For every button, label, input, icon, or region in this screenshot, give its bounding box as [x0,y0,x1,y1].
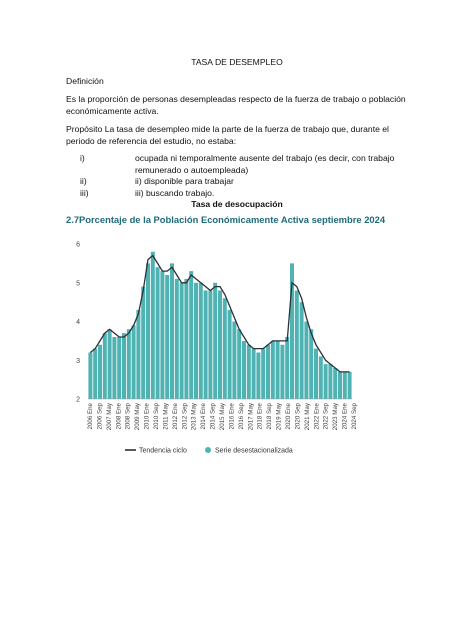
data-bar [276,341,280,399]
x-tick-label: 2012 Sep [181,403,189,430]
y-tick-label: 6 [76,241,80,249]
data-bar [194,283,198,399]
list-item-number: ii) [80,176,87,186]
x-tick-label: 2016 Ene [228,403,236,430]
x-tick-label: 2024 Sep [351,403,358,430]
data-bar [165,275,169,399]
x-tick-label: 2023 May [332,403,340,431]
y-tick-label: 5 [76,280,80,288]
data-bar [271,341,275,399]
x-tick-label: 2011 May [162,403,170,430]
x-tick-label: 2016 Sep [237,403,245,430]
x-tick-label: 2010 Ene [143,403,151,430]
y-tick-label: 2 [76,396,80,404]
x-tick-label: 2014 Sep [209,403,217,430]
chart-heading: Tasa de desocupación [191,199,283,209]
x-tick-label: 2017 May [247,403,255,431]
data-bar [132,325,136,399]
data-bar [141,287,145,399]
data-bar [285,337,289,399]
x-tick-label: 2022 Sep [322,403,330,430]
list-item-number: iii) [80,188,89,198]
data-bar [261,349,265,399]
x-tick-label: 2018 Sep [266,403,274,430]
data-bar [170,263,174,399]
data-bar [208,291,212,400]
data-bar [156,267,160,399]
chart-title: 2.7Porcentaje de la Población Económicamente Activa septiembre 2024 [66,214,386,225]
x-tick-label: 2022 Ene [313,403,321,430]
x-tick-label: 2008 Ene [115,403,123,430]
data-bar [204,291,208,400]
data-bar [256,353,260,400]
x-tick-label: 2009 May [134,403,142,431]
x-tick-label: 2014 Ene [200,403,208,430]
data-bar [108,329,112,399]
list-item-text: ii) disponible para trabajar [135,176,234,186]
x-tick-label: 2021 May [303,403,311,431]
x-tick-label: 2008 Sep [124,403,132,430]
data-bar [295,291,299,400]
purpose-text: Propósito La tasa de desempleo mide la parte de la fuerza de trabajo que, durante el periodo de referencia del estudio, no estaba: [66,124,389,146]
data-bar [146,263,150,399]
data-bar [309,329,313,399]
legend-label: Serie desestacionalizada [215,447,293,455]
data-bar [247,345,251,399]
data-bar [184,279,188,399]
data-bar [338,372,342,399]
data-bar [213,283,217,399]
data-bar [328,364,332,399]
data-bar [98,345,102,399]
data-bar [333,368,337,399]
data-bar [228,310,232,399]
data-bar [175,279,179,399]
x-tick-label: 2012 Ene [171,403,179,430]
x-tick-label: 2013 May [190,403,198,431]
data-bar [160,271,164,399]
data-bar [232,322,236,400]
list-item-text: iii) buscando trabajo. [135,188,215,198]
data-bar [127,329,131,399]
definition-text: Es la proporción de personas desempleadas respecto de la fuerza de trabajo o población económicamente activa. [66,94,406,116]
y-tick-label: 4 [76,319,80,326]
data-bar [348,372,352,399]
x-tick-label: 2020 Sep [294,403,302,430]
list-item-text: ocupada ni temporalmente ausente del trabajo (es decir, con trabajo remunerado o autoempleada) [135,153,395,175]
data-bar [242,341,246,399]
data-bar [300,302,304,399]
definition-heading: Definición [66,76,104,86]
x-tick-label: 2006 Ene [87,403,94,430]
x-tick-label: 2007 May [105,403,113,431]
x-tick-label: 2019 May [275,403,283,431]
legend-dot-swatch [205,447,211,453]
data-bar [252,349,256,399]
data-bar [136,310,140,399]
data-bar [88,353,92,400]
data-bar [93,349,97,399]
x-tick-label: 2010 Sep [153,403,160,430]
x-tick-label: 2018 Ene [256,403,264,430]
data-bar [237,329,241,399]
data-bar [218,291,222,400]
data-bar [103,333,107,399]
legend-label: Tendencia ciclo [139,447,187,455]
data-bar [343,372,347,399]
data-bar [112,337,116,399]
x-tick-label: 2020 Ene [285,403,292,430]
data-bar [266,345,270,399]
x-tick-label: 2015 May [219,403,226,431]
x-tick-label: 2006 Sep [96,403,104,430]
document-title: TASA DE DESEMPLEO [191,57,283,67]
data-bar [223,298,227,399]
y-tick-label: 3 [76,357,80,365]
data-bar [189,271,193,399]
data-bar [151,252,155,399]
data-bar [117,337,121,399]
data-bar [122,333,126,399]
data-bar [324,364,328,399]
list-item-number: i) [80,153,85,163]
data-bar [280,345,284,399]
data-bar [199,283,203,399]
data-bar [319,356,323,399]
data-bar [304,322,308,400]
data-bar [180,283,184,399]
x-tick-label: 2024 Ene [341,403,349,430]
data-bar [314,349,318,399]
